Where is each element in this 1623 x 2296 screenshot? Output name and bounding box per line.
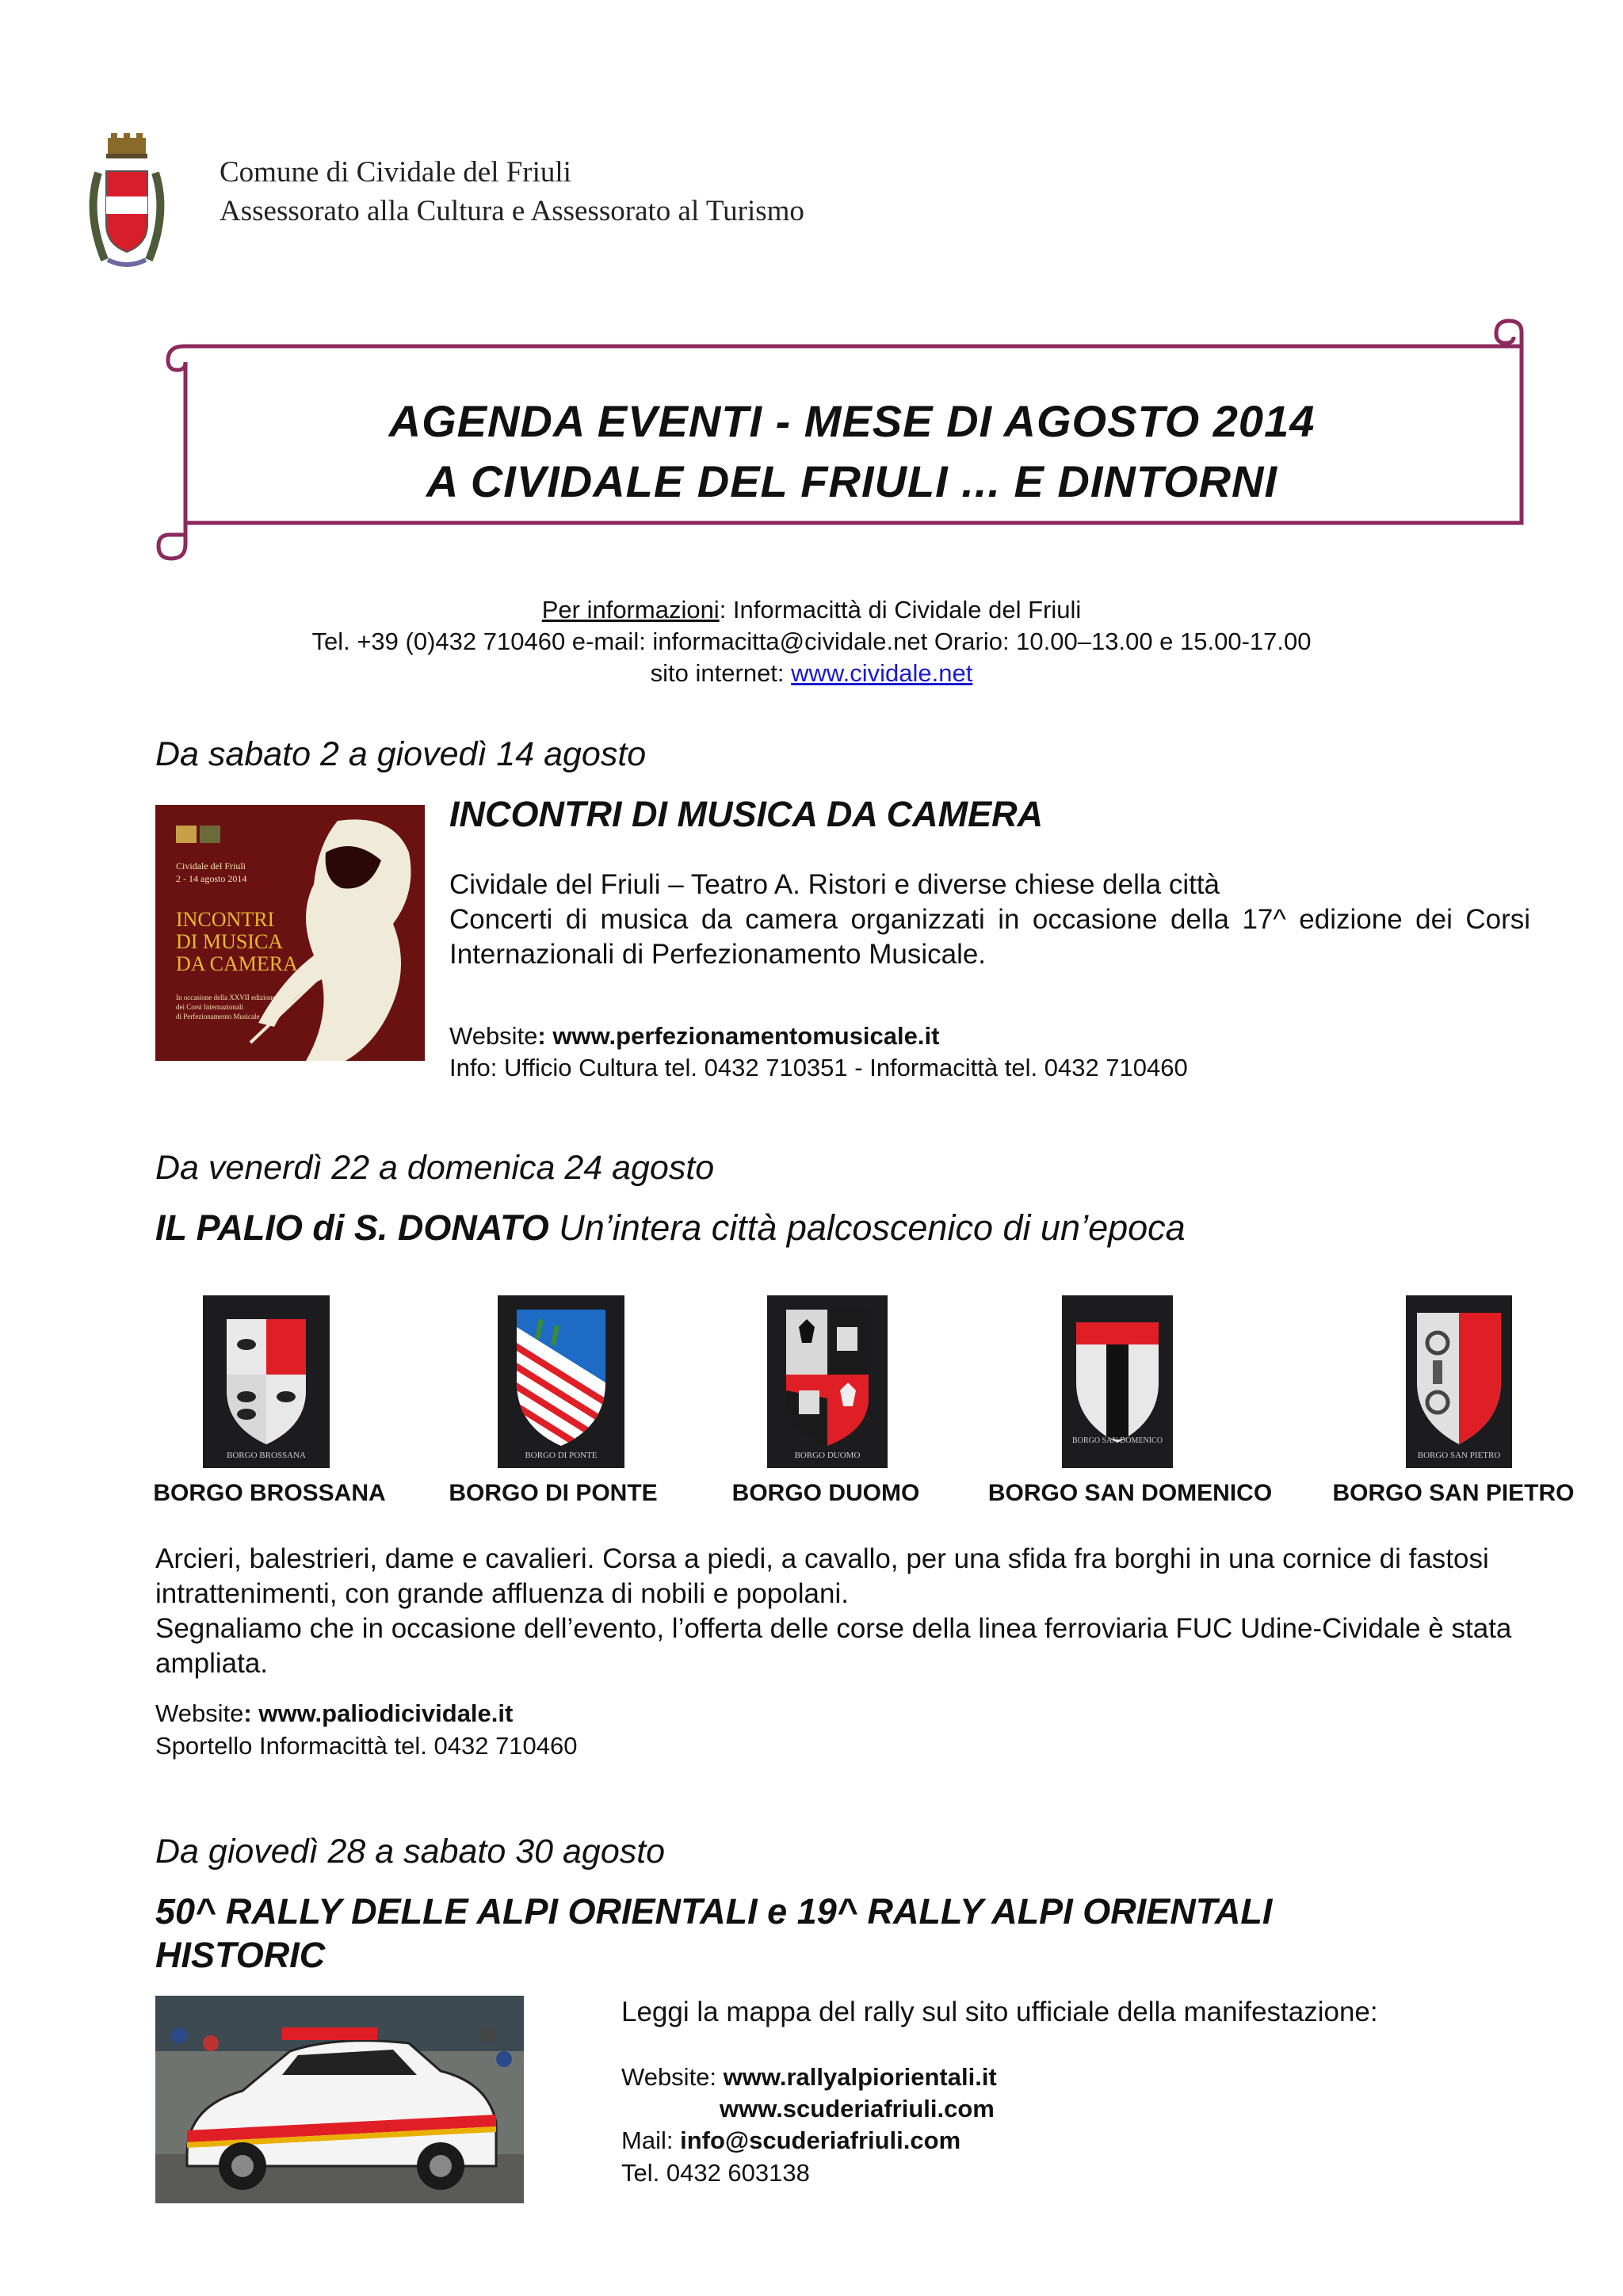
event1-location: Cividale del Friuli – Teatro A. Ristori e diverse chiese della città [449,869,1220,900]
banner-title-line2: A CIVIDALE DEL FRIULI ... E DINTORNI [426,456,1278,506]
event2-website[interactable]: : www.paliodicividale.it [243,1699,514,1727]
event2-contact: Sportello Informacittà tel. 0432 710460 [155,1732,578,1760]
poster-caption1: In occasione della XXVII edizione [176,994,276,1001]
poster-place: Cividale del Friuli [176,860,246,871]
org-department: Assessorato alla Cultura e Assessorato al Turismo [220,195,804,227]
event3-mail-label: Mail: [621,2126,681,2154]
shield-caption: BORGO DUOMO [794,1451,861,1460]
event1-description: Concerti di musica da camera organizzati in occasione della 17^ edizione dei Corsi Internazionali di Perfezionamento Musicale. [449,904,1530,970]
event2-date: Da venerdì 22 a domenica 24 agosto [155,1149,715,1187]
event2-description1: Arcieri, balestrieri, dame e cavalieri. Corsa a piedi, a cavallo, per una sfida fra borghi in una cornice di fastosi intrattenimenti, con grande affluenza di nobili e popolani. [155,1543,1489,1609]
borgo-san-pietro-shield-icon [1406,1295,1512,1468]
event2-description2: Segnaliamo che in occasione dell’evento, l’offerta delle corse della linea ferroviaria FUC Udine-Cividale è stata ampliata. [155,1613,1512,1679]
event2-website-line [155,1699,513,1728]
event1-website-line [449,1022,939,1051]
event3-website-label: Website: [621,2063,724,2091]
event3-date: Da giovedì 28 a sabato 30 agosto [155,1833,666,1871]
info-contact-line: Tel. +39 (0)432 710460 e-mail: informacitta@cividale.net Orario: 10.00–13.00 e 15.00-17.00 [311,627,1312,655]
borgo-duomo-shield-icon [767,1295,888,1468]
event2-title-bold: IL PALIO di S. DONATO [155,1207,549,1248]
event1-date: Da sabato 2 a giovedì 14 agosto [155,735,647,773]
site-link[interactable]: www.cividale.net [791,659,973,687]
poster-caption2: dei Corsi Internazionali [176,1003,243,1011]
event1-info-line [449,1054,1188,1082]
info-label: Per informazioni [541,596,720,624]
borgo-brossana-shield-icon [203,1295,330,1468]
music-poster-image [155,805,425,1061]
rally-car-photo [155,1996,524,2203]
event1-website[interactable]: : www.perfezionamentomusicale.it [537,1022,940,1050]
info-office: : Informacittà di Cividale del Friuli [719,596,1082,624]
shield-caption: BORGO SAN PIETRO [1417,1451,1501,1460]
event3-website1[interactable]: www.rallyalpiorientali.it [723,2063,997,2091]
poster-caption3: di Perfezionamento Musicale [176,1013,260,1020]
borgo-label-san-pietro: BORGO SAN PIETRO [1332,1480,1575,1506]
event1-info-label: Info [449,1054,491,1081]
shield-caption: BORGO BROSSANA [227,1451,306,1460]
event3-website2[interactable]: www.scuderiafriuli.com [720,2095,995,2122]
borgo-label-di-ponte: BORGO DI PONTE [449,1480,658,1506]
event3-mail-line [621,2126,960,2155]
poster-title1: INCONTRI [176,908,275,931]
shield-caption: BORGO SAN DOMENICO [1072,1436,1163,1445]
event3-title-line1: 50^ RALLY DELLE ALPI ORIENTALI e 19^ RALLY ALPI ORIENTALI [155,1891,1273,1932]
poster-dates: 2 - 14 agosto 2014 [176,873,247,884]
poster-title3: DA CAMERA [176,952,298,975]
shield-caption: BORGO DI PONTE [525,1451,598,1460]
borgo-san-domenico-shield-icon [1062,1295,1173,1468]
event1-title: INCONTRI DI MUSICA DA CAMERA [449,794,1044,834]
event3-map-text: Leggi la mappa del rally sul sito ufficiale della manifestazione: [621,1997,1378,2027]
event2-title-rest: Un’intera città palcoscenico di un’epoca [548,1207,1186,1248]
banner-title-line1: AGENDA EVENTI - MESE DI AGOSTO 2014 [388,396,1316,446]
event2-website-label: Website [155,1699,244,1727]
event2-title [155,1207,1186,1249]
coat-of-arms-icon [84,133,170,276]
poster-title2: DI MUSICA [176,930,284,953]
info-site-line [0,659,1623,688]
borgo-label-duomo: BORGO DUOMO [731,1480,920,1506]
borgo-label-san-domenico: BORGO SAN DOMENICO [987,1480,1273,1506]
borgo-di-ponte-shield-icon [498,1295,624,1468]
event1-website-label: Website [449,1022,538,1050]
borgo-label-brossana: BORGO BROSSANA [153,1480,386,1506]
info-site-label: sito internet: [650,659,792,687]
event3-website-line [621,2063,997,2092]
event3-tel: Tel. 0432 603138 [621,2159,810,2187]
event3-title-line2: HISTORIC [155,1935,326,1975]
event3-mail[interactable]: info@scuderiafriuli.com [680,2126,961,2154]
info-line-office [0,596,1623,624]
org-name: Comune di Cividale del Friuli [220,156,571,189]
event1-info: : Ufficio Cultura tel. 0432 710351 - Informacittà tel. 0432 710460 [490,1054,1188,1081]
